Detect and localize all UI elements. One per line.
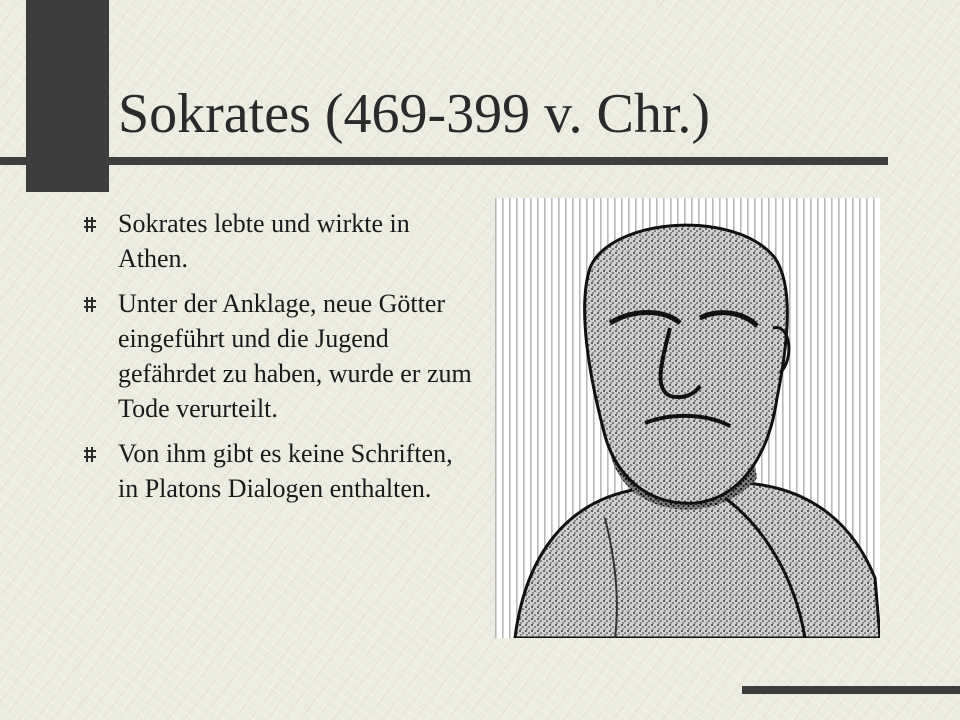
hash-bullet-icon — [84, 297, 96, 312]
bottom-accent-rule — [742, 686, 960, 694]
bullet-item — [84, 286, 474, 426]
hash-bullet-icon — [84, 217, 96, 232]
title-underline-rule — [0, 157, 888, 165]
hash-bullet-icon — [84, 447, 96, 462]
portrait-image — [495, 198, 880, 638]
bullet-list — [84, 206, 474, 516]
bullet-text: Von ihm gibt es keine Schriften, in Platons Dialogen enthalten. — [118, 439, 453, 503]
portrait-bust-icon — [495, 198, 880, 638]
bullet-text: Sokrates lebte und wirkte in Athen. — [118, 209, 410, 273]
bullet-text: Unter der Anklage, neue Götter eingeführt und die Jugend gefährdet zu haben, wurde er zum Tode verurteilt. — [118, 289, 472, 423]
bullet-item — [84, 206, 474, 276]
slide-title: Sokrates (469-399 v. Chr.) — [118, 83, 711, 145]
bullet-item — [84, 436, 474, 506]
